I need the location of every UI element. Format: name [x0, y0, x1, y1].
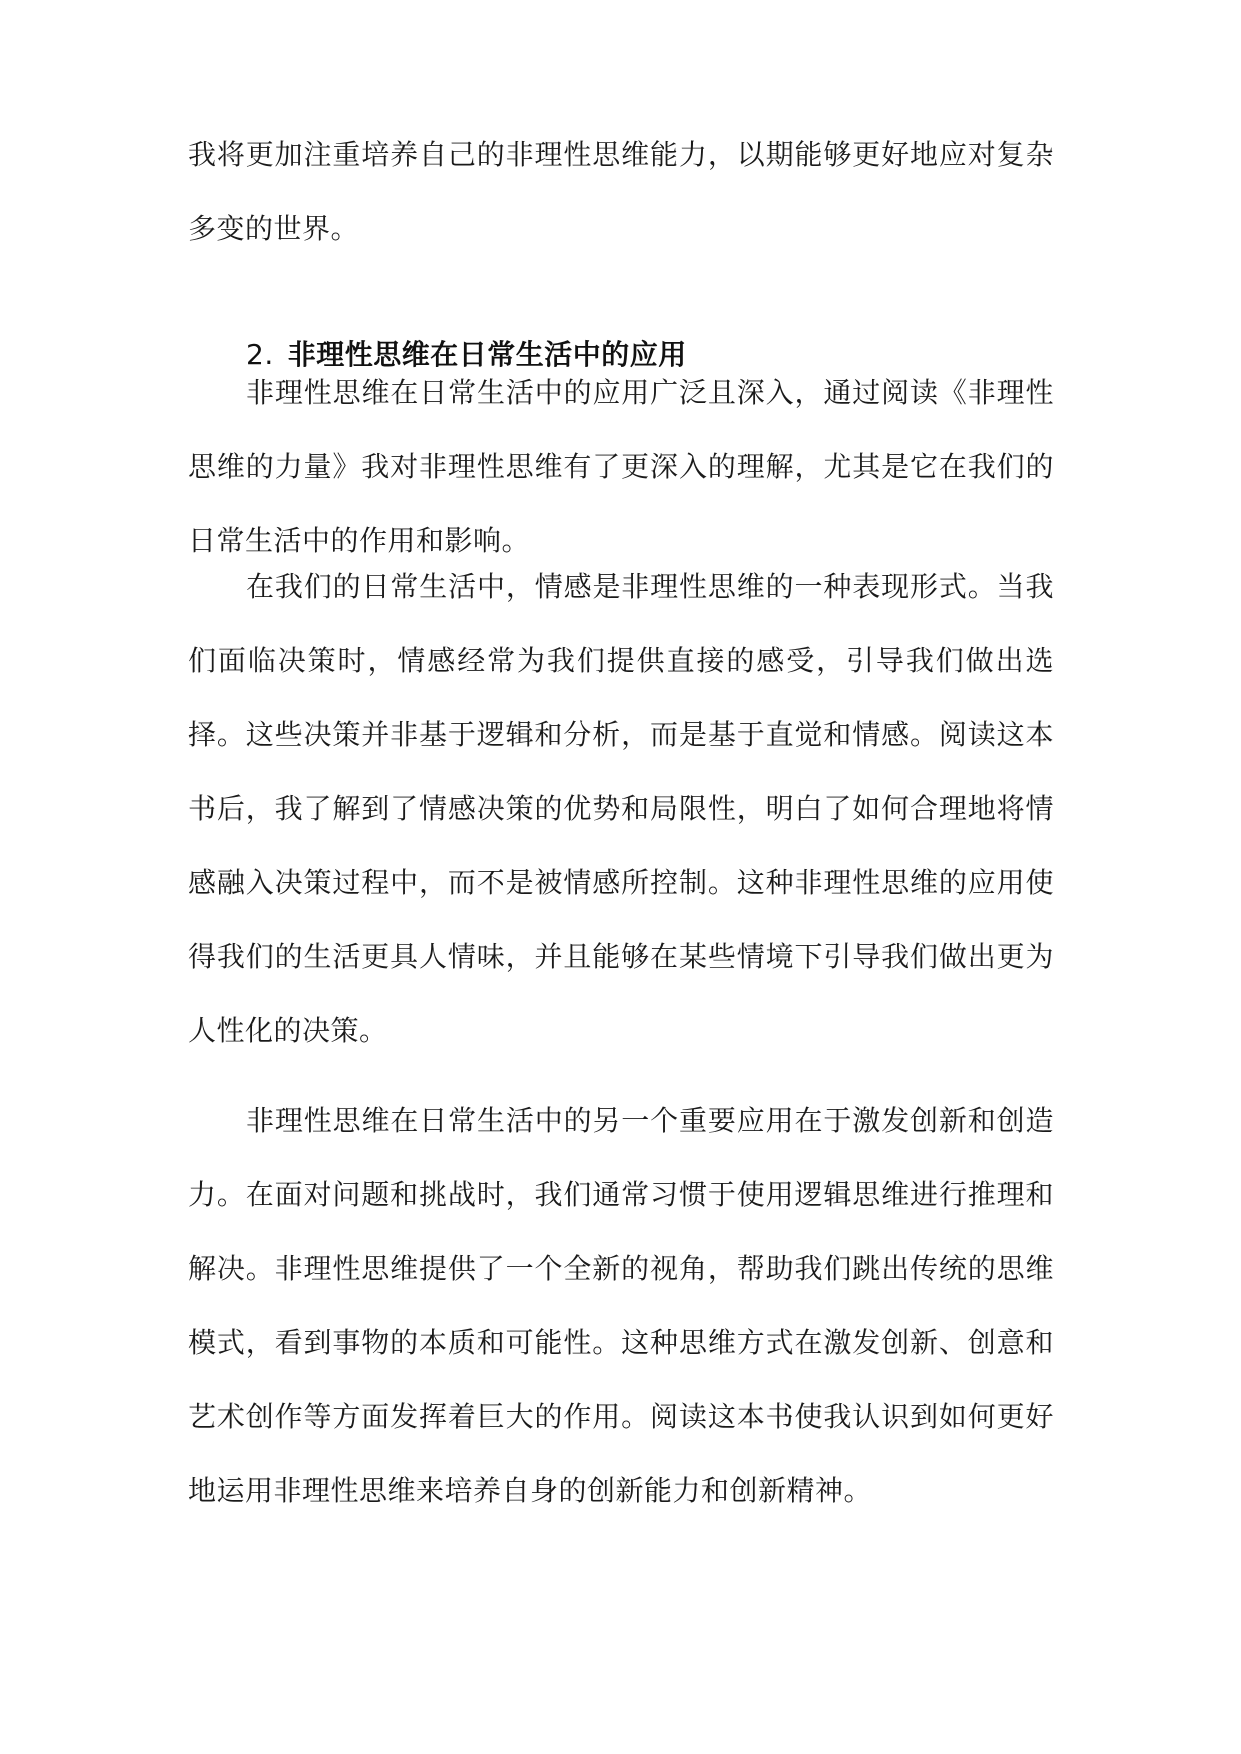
- paragraph-2: [188, 550, 1054, 1068]
- section-number: 2.: [246, 338, 274, 371]
- paragraph-1: [188, 356, 1054, 578]
- paragraph-3: [188, 1084, 1054, 1528]
- continuation-paragraph: [188, 118, 1054, 266]
- paragraph-text: 在我们的日常生活中，情感是非理性思维的一种表现形式。当我们面临决策时，情感经常为我们提供直接的感受，引导我们做出选择。这些决策并非基于逻辑和分析，而是基于直觉和情感。阅读这本书后，我了解到了情感决策的优势和局限性，明白了如何合理地将情感融入决策过程中，而不是被情感所控制。这种非理性思维的应用使得我们的生活更具人情味，并且能够在某些情境下引导我们做出更为人性化的决策。: [188, 570, 1054, 1047]
- section-title: 非理性思维在日常生活中的应用: [287, 338, 687, 371]
- paragraph-text: 我将更加注重培养自己的非理性思维能力，以期能够更好地应对复杂多变的世界。: [188, 138, 1054, 245]
- paragraph-text: 非理性思维在日常生活中的另一个重要应用在于激发创新和创造力。在面对问题和挑战时，我们通常习惯于使用逻辑思维进行推理和解决。非理性思维提供了一个全新的视角，帮助我们跳出传统的思维模式，看到事物的本质和可能性。这种思维方式在激发创新、创意和艺术创作等方面发挥着巨大的作用。阅读这本书使我认识到如何更好地运用非理性思维来培养自身的创新能力和创新精神。: [188, 1104, 1054, 1507]
- paragraph-text: 非理性思维在日常生活中的应用广泛且深入，通过阅读《非理性思维的力量》我对非理性思维有了更深入的理解，尤其是它在我们的日常生活中的作用和影响。: [188, 376, 1054, 557]
